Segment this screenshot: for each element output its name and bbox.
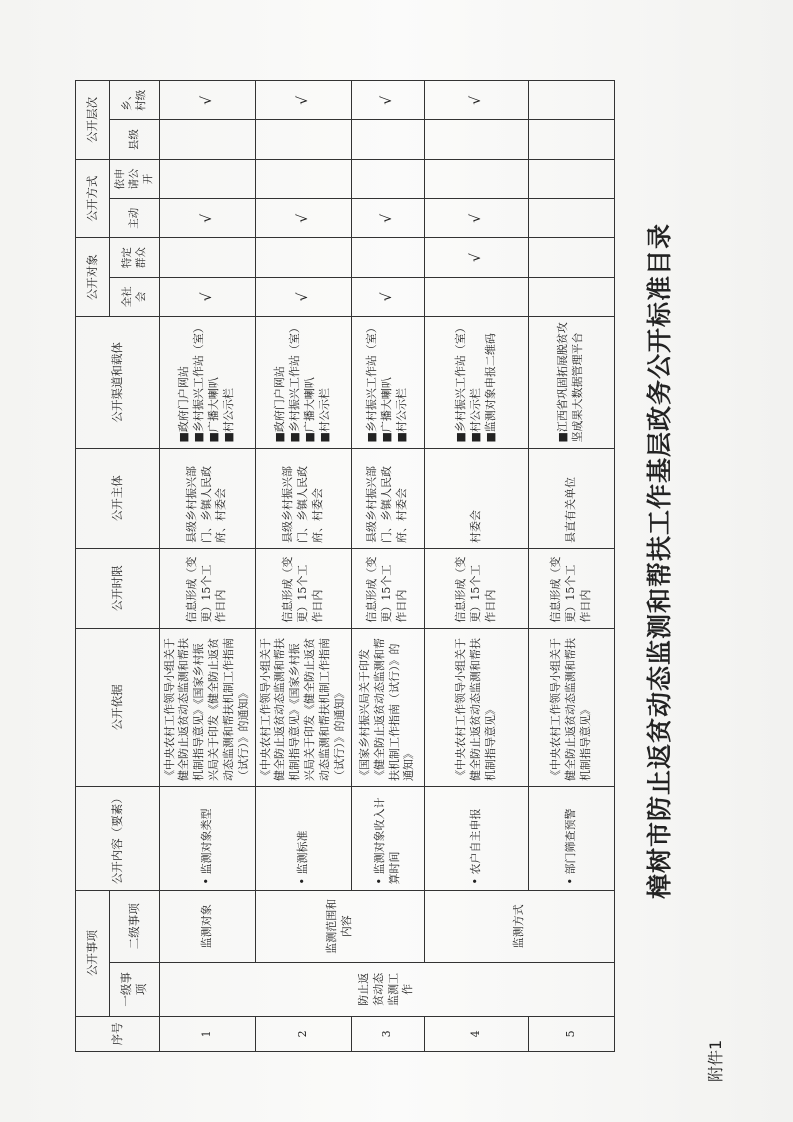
channel-item: ■广播大喇叭 <box>380 377 394 443</box>
check-m-request <box>159 159 255 198</box>
cell-seq: 1 <box>159 1016 255 1051</box>
check-aud-specific <box>159 238 255 277</box>
cell-channel <box>255 317 351 448</box>
check-lv-county <box>351 120 424 159</box>
check-lv-county <box>424 120 528 159</box>
header-m-request: 依申请公开 <box>110 159 160 198</box>
cell-level2: 监测对象 <box>159 890 255 962</box>
check-aud-all: √ <box>351 277 424 316</box>
header-lv-town: 乡、村级 <box>110 81 160 120</box>
header-level2: 二级事项 <box>110 890 160 962</box>
header-seq: 序号 <box>76 1016 160 1051</box>
check-lv-town: √ <box>255 81 351 120</box>
cell-basis: 《中央农村工作领导小组关于健全防止返贫动态监测和帮扶机制指导意见》 <box>424 628 528 786</box>
check-m-active <box>528 199 614 238</box>
cell-subject: 县级乡村振兴部门、乡镇人民政府、村委会 <box>255 448 351 548</box>
cell-level2: 监测范围和内容 <box>255 890 424 962</box>
header-row-1 <box>76 81 110 1052</box>
check-m-active: √ <box>424 199 528 238</box>
check-m-request <box>255 159 351 198</box>
header-method: 公开方式 <box>76 159 110 238</box>
cell-content: • 部门筛查预警 <box>528 787 614 891</box>
channel-item: ■乡村振兴工作站（室） <box>288 322 302 443</box>
header-aud-specific: 特定群众 <box>110 238 160 277</box>
check-aud-all: √ <box>159 277 255 316</box>
channel-item: ■村公示栏 <box>317 388 331 443</box>
channel-item: ■广播大喇叭 <box>207 377 221 443</box>
check-lv-town: √ <box>351 81 424 120</box>
cell-seq: 5 <box>528 1016 614 1051</box>
check-lv-town: √ <box>159 81 255 120</box>
header-audience: 公开对象 <box>76 238 110 317</box>
header-level1: 一级事项 <box>110 962 160 1016</box>
channel-item: ■广播大喇叭 <box>303 377 317 443</box>
check-lv-county <box>159 120 255 159</box>
disclosure-standard-table <box>75 80 615 1052</box>
cell-subject: 县级乡村振兴部门、乡镇人民政府、村委会 <box>351 448 424 548</box>
check-lv-town: √ <box>424 81 528 120</box>
cell-deadline: 信息形成（变更）15个工作日内 <box>255 548 351 628</box>
header-m-active: 主动 <box>110 199 160 238</box>
channel-item: ■乡村振兴工作站（室） <box>365 322 379 443</box>
cell-seq: 3 <box>351 1016 424 1051</box>
cell-subject: 县级乡村振兴部门、乡镇人民政府、村委会 <box>159 448 255 548</box>
check-aud-specific: √ <box>424 238 528 277</box>
cell-level2: 监测方式 <box>424 890 614 962</box>
attachment-label: 附件1 <box>706 1039 725 1082</box>
cell-deadline: 信息形成（变更）15个工作日内 <box>159 548 255 628</box>
check-m-request <box>528 159 614 198</box>
cell-channel <box>424 317 528 448</box>
header-basis: 公开依据 <box>76 628 160 786</box>
table-row <box>255 81 351 1052</box>
check-m-active: √ <box>159 199 255 238</box>
cell-content: • 监测标准 <box>255 787 351 891</box>
check-m-request <box>424 159 528 198</box>
header-level: 公开层次 <box>76 81 110 160</box>
table-row <box>159 81 255 1052</box>
check-aud-all <box>528 277 614 316</box>
header-content: 公开内容（要素） <box>76 787 160 891</box>
cell-content: • 监测对象类型 <box>159 787 255 891</box>
channel-item: ■村公示栏 <box>395 388 409 443</box>
cell-channel <box>159 317 255 448</box>
channel-item: ■村公示栏 <box>221 388 235 443</box>
channel-item: ■乡村振兴工作站（室） <box>192 322 206 443</box>
cell-basis: 《中央农村工作领导小组关于健全防止返贫动态监测和帮扶机制指导意见》《国家乡村振兴局关于印发《健全防止返贫动态监测和帮扶机制工作指南（试行）》的通知》 <box>159 628 255 786</box>
channel-item: ■政府门户网站 <box>273 366 287 443</box>
check-aud-all: √ <box>255 277 351 316</box>
cell-deadline: 信息形成（变更）15个工作日内 <box>424 548 528 628</box>
channel-item: ■政府门户网站 <box>177 366 191 443</box>
cell-seq: 4 <box>424 1016 528 1051</box>
channel-item: ■监测对象申报二维码 <box>483 333 497 443</box>
cell-channel <box>528 317 614 448</box>
cell-content: • 监测对象收入计算时间 <box>351 787 424 891</box>
cell-content: • 农户自主申报 <box>424 787 528 891</box>
header-aud-all: 全社会 <box>110 277 160 316</box>
cell-basis: 《中央农村工作领导小组关于健全防止返贫动态监测和帮扶机制指导意见》《国家乡村振兴局关于印发《健全防止返贫动态监测和帮扶机制工作指南（试行）》的通知》 <box>255 628 351 786</box>
header-subject: 公开主体 <box>76 448 160 548</box>
channel-item: ■乡村振兴工作站（室） <box>453 322 467 443</box>
cell-seq: 2 <box>255 1016 351 1051</box>
cell-channel <box>351 317 424 448</box>
cell-subject: 县直有关单位 <box>528 448 614 548</box>
check-aud-specific <box>351 238 424 277</box>
check-aud-specific <box>255 238 351 277</box>
check-m-request <box>351 159 424 198</box>
cell-basis: 《国家乡村振兴局关于印发《健全防止返贫动态监测和帮扶机制工作指南（试行）》的通知》 <box>351 628 424 786</box>
channel-item: ■村公示栏 <box>468 388 482 443</box>
cell-subject: 村委会 <box>424 448 528 548</box>
check-lv-town <box>528 81 614 120</box>
check-lv-county <box>528 120 614 159</box>
header-deadline: 公开时限 <box>76 548 160 628</box>
check-aud-specific <box>528 238 614 277</box>
header-channel: 公开渠道和载体 <box>76 317 160 448</box>
page-title: 樟树市防止返贫动态监测和帮扶工作基层政务公开标准目录 <box>645 223 674 900</box>
cell-basis: 《中央农村工作领导小组关于健全防止返贫动态监测和帮扶机制指导意见》 <box>528 628 614 786</box>
header-lv-county: 县级 <box>110 120 160 159</box>
check-m-active: √ <box>255 199 351 238</box>
check-lv-county <box>255 120 351 159</box>
table-row <box>424 81 528 1052</box>
header-items: 公开事项 <box>76 890 110 1016</box>
check-aud-all <box>424 277 528 316</box>
channel-item: ■江西省巩固拓展脱贫攻坚成果大数据管理平台 <box>556 322 585 443</box>
cell-level1: 防止返贫动态监测工作 <box>159 962 614 1016</box>
cell-deadline: 信息形成（变更）15个工作日内 <box>528 548 614 628</box>
cell-deadline: 信息形成（变更）15个工作日内 <box>351 548 424 628</box>
check-m-active: √ <box>351 199 424 238</box>
